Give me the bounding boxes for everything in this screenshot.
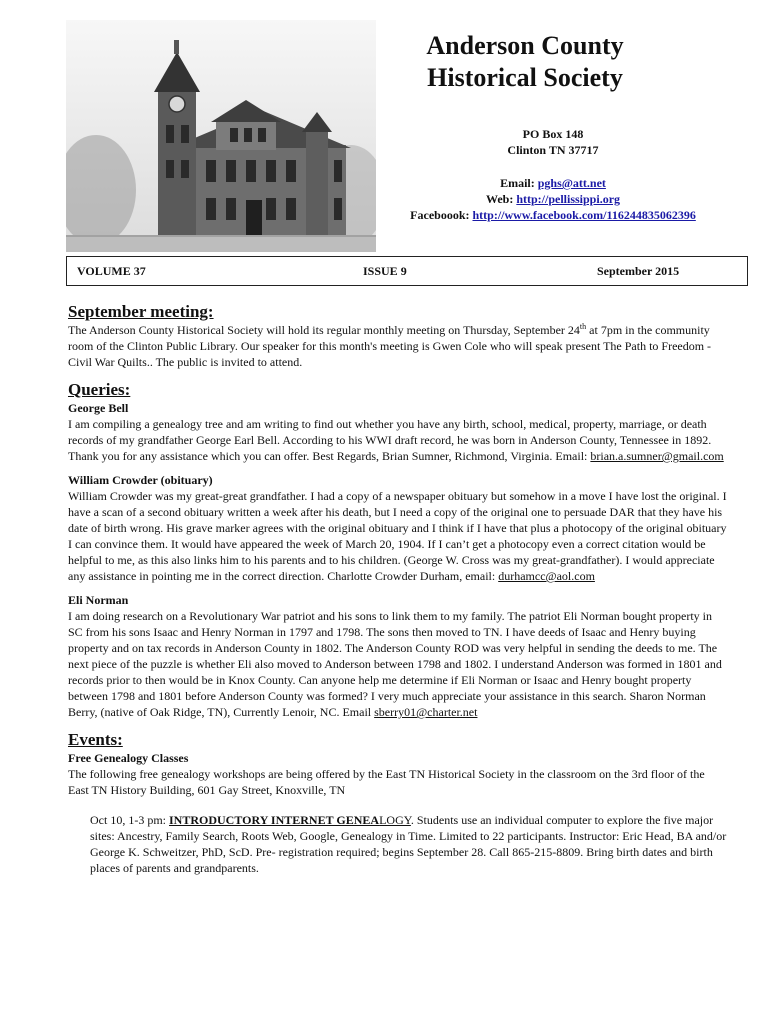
- query-email-link[interactable]: brian.a.sumner@gmail.com: [590, 449, 724, 463]
- query-item: [68, 400, 728, 464]
- events-subheading: Free Genealogy Classes: [68, 751, 189, 765]
- query-body: [68, 416, 728, 464]
- po-box: PO Box 148: [522, 127, 584, 141]
- issue-bar: [66, 256, 748, 286]
- class-title-rest: LOGY: [379, 813, 411, 827]
- query-text: William Crowder was my great-great grandfather. I had a copy of a newspaper obituary but somehow in a move I have lost the original. I have a scan of a second obituary written a week after his death, but I need a copy of the original one to persuade DAR that they have his date of birth wrong. His grave marker agrees with the original obituary and I think if I have that plus a photocopy of the original obituary I can convince them. It would have appeared the week of March 20, 1904. If I can’t get a photocopy even a correct citation would be helpful to me, as this also links him to his parents and to his children. (George W. Cross was my great-grandfather). I would appreciate any assistance in pointing me in the correct direction. Charlotte Crowder Durham, email:: [68, 489, 727, 583]
- queries-heading: Queries:: [68, 380, 131, 399]
- volume-number: VOLUME 37: [77, 264, 146, 278]
- query-title: Eli Norman: [68, 593, 129, 607]
- date-suffix: th: [579, 322, 587, 331]
- query-text: I am doing research on a Revolutionary War patriot and his sons to link them to my family. The patriot Eli Norman bought property in SC from his sons Isaac and Henry Norman in 1797 and 1798. The sons then moved to TN. I have deeds of Isaac and Henry buying property and on tax records in Anderson County in 1802. The Anderson County ROD was very helpful in sending the deeds to me. The next piece of the puzzle is whether Eli also moved to Anderson between 1798 and 1802. I understand Anderson was formed in 1801 and records prior to then would be in Knox County. Can anyone help me determine if Eli Norman or Isaac and Henry bought property between 1798 and 1801 before Anderson County was formed? I very much appreciate your assistance in this search. Sharon Norman Berry, (native of Oak Ridge, TN), Currently Lenoir, NC. Email: [68, 609, 722, 719]
- facebook-line: [380, 207, 726, 223]
- courthouse-photo: [66, 20, 376, 252]
- web-line: [380, 191, 726, 207]
- query-body: [68, 488, 728, 584]
- query-title: William Crowder (obituary): [68, 473, 213, 487]
- facebook-label: Faceboook:: [410, 208, 473, 222]
- events-intro: The following free genealogy workshops are being offered by the East TN Historical Society in the classroom on the 3rd floor of the East TN History Building, 601 Gay Street, Knoxville, TN: [68, 767, 705, 797]
- query-email-link[interactable]: durhamcc@aol.com: [498, 569, 595, 583]
- issue-number: ISSUE 9: [363, 264, 407, 278]
- class-listing: [68, 812, 728, 876]
- query-title: George Bell: [68, 401, 129, 415]
- query-item: [68, 472, 728, 584]
- september-text-a: The Anderson County Historical Society will hold its regular monthly meeting on Thursday, September 24: [68, 323, 580, 337]
- class-date: Oct 10, 1-3 pm:: [90, 813, 169, 827]
- september-text-b: at 7pm in the community room of the Clinton Public Library. Our speaker for this month's meeting is Gwen Cole who will speak present The Path to Freedom - Civil War Quilts.. The public is invited to attend.: [68, 323, 712, 369]
- email-line: [380, 175, 726, 191]
- september-heading: September meeting:: [68, 302, 214, 321]
- title-line-1: Anderson County: [426, 31, 624, 60]
- newsletter-body: [68, 302, 728, 876]
- email-label: Email:: [500, 176, 538, 190]
- query-text: I am compiling a genealogy tree and am writing to find out whether you have any birth, school, medical, property, marriage, or death records of my grandfather George Earl Bell. According to his WWI draft record, he was born in Anderson County, Tennessee in 1892. Thank you for any assistance which you can offer. Best Regards, Brian Sumner, Richmond, Virginia. Email:: [68, 417, 712, 463]
- email-link[interactable]: pghs@att.net: [537, 176, 606, 190]
- title-line-2: Historical Society: [427, 63, 623, 92]
- city-state-zip: Clinton TN 37717: [507, 143, 599, 157]
- query-item: [68, 592, 728, 720]
- class-description: . Students use an individual computer to explore the five major sites: Ancestry, Family Search, Roots Web, Google, Genealogy in Time. Limited to 22 participants. Instructor: Eric Head, BA and/or George K. Schweitzer, PhD, ScD. Pre- registration required; begins September 28. Call 865-215-8809. Bring birth dates and birth places of parents and grandparents.: [90, 813, 727, 875]
- web-link[interactable]: http://pellissippi.org: [516, 192, 621, 206]
- facebook-link[interactable]: http://www.facebook.com/116244835062396: [472, 208, 696, 222]
- contact-block: [380, 126, 726, 223]
- class-title-bold: INTRODUCTORY INTERNET GENEA: [169, 813, 380, 827]
- issue-date: September 2015: [597, 264, 680, 278]
- query-body: [68, 608, 728, 720]
- september-text: [68, 322, 728, 370]
- organization-title: [420, 30, 630, 94]
- events-heading: Events:: [68, 730, 123, 749]
- query-email-link[interactable]: sberry01@charter.net: [374, 705, 478, 719]
- web-label: Web:: [485, 192, 517, 206]
